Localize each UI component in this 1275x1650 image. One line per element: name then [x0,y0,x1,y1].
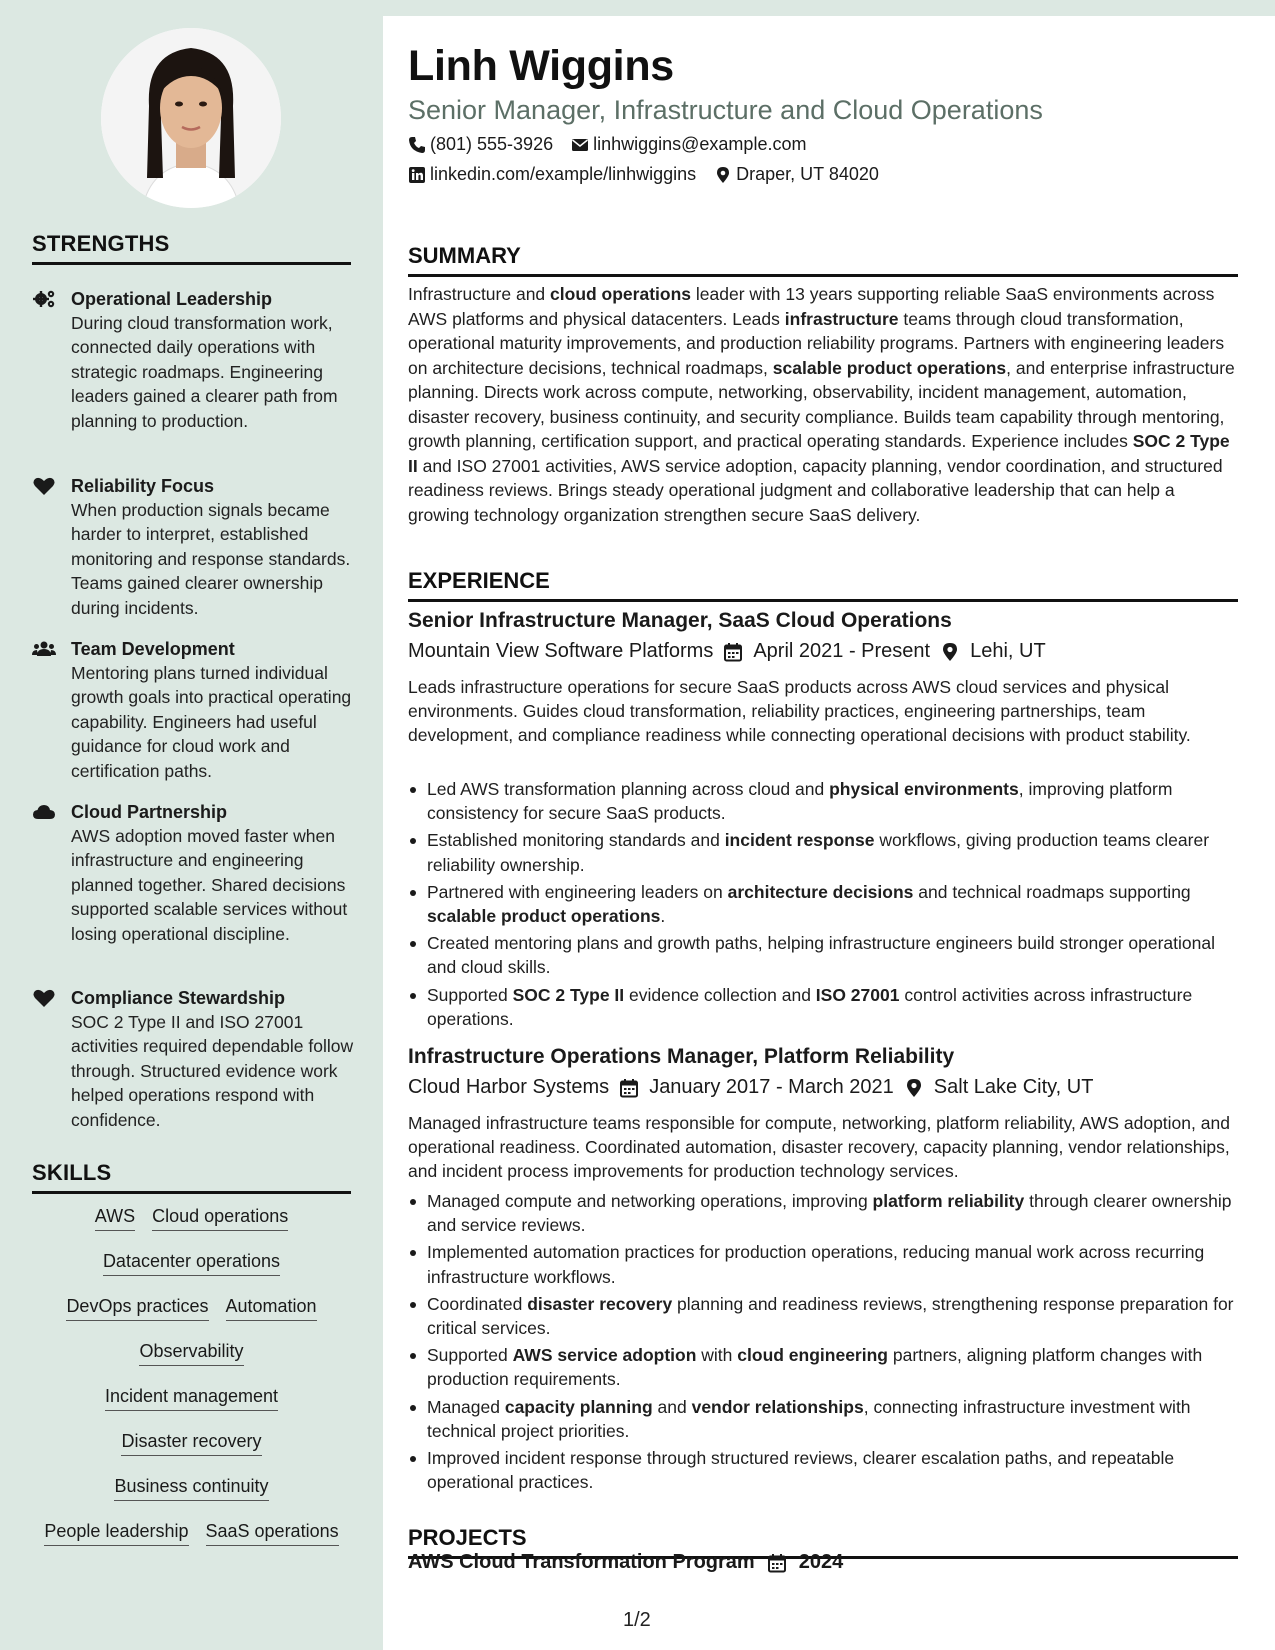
job-location: Salt Lake City, UT [933,1076,1094,1098]
skill-tag: Incident management [105,1384,278,1411]
job-bullets [408,1189,1238,1497]
job-title: Senior Infrastructure Manager, SaaS Cloud Operations [408,609,952,632]
skill-tag: Automation [226,1294,317,1321]
summary-text [408,282,1238,527]
job-bullets [408,777,1238,1034]
bullet-item [408,1343,1238,1391]
calendar-icon [619,1078,639,1098]
strength-item [32,287,362,433]
skill-tag: SaaS operations [206,1519,339,1546]
strength-title: Cloud Partnership [71,802,228,822]
sidebar [0,0,383,1650]
bold-text: cloud engineering [737,1345,888,1366]
bold-text: SOC 2 Type II [512,984,625,1005]
text-run: workflows, giving production teams clearer reliability ownership. [427,830,1210,875]
bullet-item [408,983,1238,1031]
strengths-heading: STRENGTHS [32,231,351,265]
email-text[interactable]: linhwiggins@example.com [593,134,807,154]
cloud-icon [32,802,56,822]
strength-desc: When production signals became harder to interpret, established monitoring and response standards. Teams gained clearer ownership during incidents. [71,500,351,618]
bullet-item [408,1189,1238,1237]
text-run: Managed [427,1396,505,1417]
text-run: Partnered with engineering leaders on [427,881,728,902]
skills-heading: SKILLS [32,1160,351,1194]
location-contact [714,164,879,185]
text-run: Coordinated [427,1293,528,1314]
text-run: Implemented automation practices for production operations, reducing manual work across recurring infrastructure workflows. [427,1242,1205,1287]
skill-tag: Cloud operations [152,1204,288,1231]
text-run: teams through cloud transformation, operational maturity improvements, and production reliability programs. Partners with engineering leaders on architecture decisions, technical roadmaps, [408,308,1225,378]
text-run: and [652,1396,692,1417]
company-name: Cloud Harbor Systems [408,1076,610,1098]
bullet-item [408,777,1238,825]
summary-heading: SUMMARY [408,243,1238,277]
text-run: , improving platform consistency for secure SaaS products. [427,779,1173,824]
skill-tag: DevOps practices [66,1294,208,1321]
bullet-item [408,1292,1238,1340]
text-run: , connecting infrastructure investment with technical project priorities. [427,1396,1191,1441]
linkedin-icon [408,166,426,184]
strength-item [32,800,362,946]
heart-icon [32,988,56,1008]
calendar-icon [723,642,743,662]
job-description: Leads infrastructure operations for secure SaaS products across AWS cloud services and physical environments. Guides cloud transformation, reliability practices, engineering partnerships, team development, and compliance readiness while connecting operational decisions with product stability. [408,677,1191,746]
text-run: through clearer ownership and service reviews. [427,1191,1232,1236]
text-run: Supported [427,1345,513,1366]
map-pin-icon [714,166,732,184]
text-run: partners, aligning platform changes with production requirements. [427,1345,1203,1390]
strength-item [32,474,362,620]
job-dates: April 2021 - Present [753,640,931,662]
email-contact[interactable] [571,134,806,155]
job-dates: January 2017 - March 2021 [649,1076,894,1098]
strength-title: Operational Leadership [71,289,273,309]
strength-desc: AWS adoption moved faster when infrastructure and engineering planned together. Shared decisions supported scalable services without losing operational discipline. [71,826,348,944]
envelope-icon [571,136,589,154]
portrait-image [101,28,281,208]
text-run: and ISO 27001 activities, AWS service adoption, capacity planning, vendor coordination, and structured readiness reviews. Brings steady operational judgment and collaborative leadership that can help a growing technology organization strengthen secure SaaS delivery. [408,455,1223,525]
bold-text: incident response [724,830,875,851]
profile-photo [101,28,281,208]
bold-text: infrastructure [784,308,899,329]
calendar-icon [767,1553,787,1573]
bullet-item [408,1240,1238,1288]
skill-tag: Business continuity [114,1474,268,1501]
phone-text: (801) 555-3926 [430,134,554,154]
strength-item [32,637,362,783]
bold-text: AWS service adoption [512,1345,697,1366]
heart-icon [32,476,56,496]
gears-icon [32,289,56,309]
skills-list [20,1204,363,1564]
strength-title: Compliance Stewardship [71,988,286,1008]
map-pin-icon [904,1078,924,1098]
text-run: Led AWS transformation planning across cloud and [427,779,830,799]
job-title: Infrastructure Operations Manager, Platform Reliability [408,1045,955,1068]
contact-row [408,164,879,185]
contact-row [408,134,806,155]
page-number: 1/2 [623,1609,651,1631]
candidate-name: Linh Wiggins [408,42,674,90]
job-meta [408,1076,1093,1099]
text-run: Improved incident response through structured reviews, clearer escalation paths, and repeatable operational practices. [427,1448,1175,1493]
text-run: . [660,906,666,927]
text-run: Infrastructure and [408,284,551,304]
bullet-item [408,931,1238,979]
text-run: with [696,1345,738,1366]
bullet-item [408,828,1238,876]
text-run: Created mentoring plans and growth paths, helping infrastructure engineers build stronger operational and cloud skills. [427,933,1215,978]
strength-desc: During cloud transformation work, connected daily operations with strategic roadmaps. Engineering leaders gained a clearer path from planning to production. [71,313,338,431]
bold-text: disaster recovery [527,1293,673,1314]
bold-text: capacity planning [504,1396,653,1417]
phone-contact [408,134,553,155]
strength-item [32,986,362,1132]
skill-tag: Datacenter operations [103,1249,280,1276]
phone-icon [408,136,426,154]
project-year: 2024 [798,1551,844,1573]
bold-text: architecture decisions [727,881,914,902]
bullet-item [408,1395,1238,1443]
bold-text: platform reliability [872,1191,1025,1211]
strength-title: Reliability Focus [71,476,215,496]
main-content [383,16,1275,1650]
text-run: evidence collection and [624,984,816,1005]
project-title: AWS Cloud Transformation Program [408,1551,755,1573]
bold-text: physical environments [829,779,1019,799]
bold-text: SOC 2 Type II [408,431,1230,476]
strength-desc: SOC 2 Type II and ISO 27001 activities required dependable follow through. Structured evidence work helped operations respond with confidence. [71,1012,354,1130]
bold-text: scalable product operations [772,357,1007,378]
company-name: Mountain View Software Platforms [408,640,714,662]
projects-heading: PROJECTS [408,1525,1238,1559]
candidate-role: Senior Manager, Infrastructure and Cloud Operations [408,95,1043,125]
job-meta [408,640,1046,663]
bullet-item [408,1446,1238,1494]
job-location: Lehi, UT [970,640,1046,662]
location-text: Draper, UT 84020 [736,164,879,184]
text-run: Established monitoring standards and [427,830,725,851]
text-run: Managed compute and networking operations, improving [427,1191,873,1211]
experience-heading: EXPERIENCE [408,568,1238,602]
text-run: Supported [427,984,513,1005]
skill-tag: Disaster recovery [121,1429,261,1456]
map-pin-icon [940,642,960,662]
skill-tag: People leadership [44,1519,188,1546]
text-run: , and enterprise infrastructure planning. Directs work across compute, networking, observability, incident management, automation, disaster recovery, business continuity, and security compliance. Builds team capability through mentoring, growth planning, certification support, and practical operating standards. Experience includes [408,357,1235,451]
bullet-item [408,880,1238,928]
bold-text: vendor relationships [691,1396,864,1417]
text-run: leader with 13 years supporting reliable SaaS environments across AWS platforms and physical datacenters. Leads [408,284,1215,329]
skill-tag: Observability [139,1339,243,1366]
text-run: planning and readiness reviews, strengthening response preparation for critical services. [427,1293,1234,1339]
text-run: control activities across infrastructure operations. [427,984,1193,1029]
bold-text: cloud operations [550,284,692,304]
text-run: and technical roadmaps supporting [913,881,1191,902]
strength-desc: Mentoring plans turned individual growth goals into practical operating capability. Engineers had useful guidance for cloud work and certification paths. [71,663,352,781]
bold-text: scalable product operations [427,906,661,927]
skill-tag: AWS [95,1204,135,1231]
bold-text: ISO 27001 [815,984,900,1005]
linkedin-text[interactable]: linkedin.com/example/linhwiggins [430,164,697,184]
job-description: Managed infrastructure teams responsible for compute, networking, platform reliability, AWS adoption, and operational readiness. Coordinated automation, disaster recovery, capacity planning, vendor relationships, and incident process improvements for production technology services. [408,1113,1230,1182]
strength-title: Team Development [71,639,235,659]
project-item [408,1551,843,1574]
linkedin-contact[interactable] [408,164,696,185]
users-icon [32,639,56,659]
